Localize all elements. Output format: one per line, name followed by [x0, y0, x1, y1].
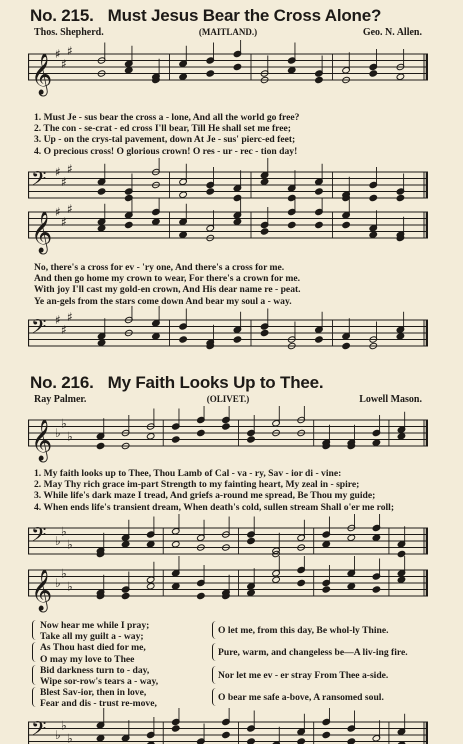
stanza-line: Bid darkness turn to - day, — [40, 664, 150, 676]
sharp-icon: ♯ — [67, 309, 73, 324]
stanza-line: Take all my guilt a - way; — [40, 631, 144, 643]
note-head — [171, 436, 180, 443]
brace-mark — [32, 687, 38, 707]
note-head — [260, 228, 269, 235]
treble-staff-notation — [28, 556, 428, 618]
note-head — [121, 592, 130, 599]
verse-line: 1. Must Je - sus bear the cross a - lone, And all the world go free? — [34, 112, 300, 123]
note-head — [372, 586, 381, 593]
flat-icon: ♭ — [55, 426, 61, 440]
sharp-icon: ♯ — [55, 47, 61, 61]
stanza-closing-line: Nor let me ev - er stray From Thee a-side. — [218, 669, 389, 681]
note-head — [124, 221, 133, 228]
bass-clef-icon: 𝄢 — [31, 523, 47, 551]
sharp-icon: ♯ — [67, 201, 73, 216]
bass-staff-notation — [28, 708, 428, 744]
verse-line: 4. O precious cross! O glorious crown! O res - ur - rec - tion day! — [34, 145, 298, 157]
treble-clef-icon: 𝄞 — [31, 420, 53, 461]
bass-clef-icon: 𝄢 — [31, 167, 47, 195]
note-head — [260, 329, 269, 336]
note-head — [315, 336, 324, 343]
stanza-closing-line: O bear me safe a-bove, A ransomed soul. — [218, 692, 384, 704]
note-head — [247, 537, 256, 544]
note-head — [222, 423, 231, 430]
sharp-icon: ♯ — [55, 313, 61, 327]
brace-mark — [32, 620, 38, 640]
note-head — [372, 439, 381, 446]
brace-mark — [32, 642, 38, 662]
note-head — [260, 178, 269, 185]
verse-line: 4. When ends life's transient dream, When death's cold, sullen stream Shall o'er me roll; — [34, 501, 395, 513]
note-head — [396, 73, 405, 80]
hymn-215-treble-staff-2 — [28, 198, 428, 264]
verse-line: 2. The con - se-crat - ed cross I'll bear, Till He shall set me free; — [34, 123, 291, 135]
treble-staff-notation — [28, 198, 428, 264]
stanza — [40, 642, 428, 664]
note-head — [247, 589, 256, 596]
bass-clef-icon: 𝄢 — [31, 717, 47, 744]
flat-icon: ♭ — [67, 429, 73, 444]
note-head — [233, 218, 242, 225]
hymn-215-verse-lines-1 — [34, 112, 428, 157]
treble-staff-notation — [28, 40, 428, 110]
note-head — [96, 735, 105, 742]
note-head — [97, 188, 106, 195]
note-head — [247, 738, 256, 744]
note-head — [197, 592, 206, 599]
stanza-closing-line: Pure, warm, and changeless be—A liv-ing fire. — [218, 647, 408, 659]
verse-line: No, there's a cross for ev - 'ry one, And there's a cross for me. — [34, 262, 285, 273]
note-head — [206, 188, 215, 195]
note-head — [247, 436, 256, 443]
note-head — [233, 336, 242, 343]
hymn-216-composer: Lowell Mason. — [359, 394, 422, 405]
note-head — [96, 442, 105, 449]
note-head — [347, 738, 356, 744]
note-head — [97, 225, 106, 232]
stanza-opening-lines — [40, 642, 212, 664]
stanza — [40, 687, 428, 709]
bass-clef-icon: 𝄢 — [31, 315, 47, 343]
treble-clef-icon: 𝄞 — [31, 212, 53, 253]
note-head — [397, 576, 406, 583]
hymn-216-verse-lines-1 — [34, 468, 428, 513]
note-head — [152, 333, 161, 340]
stanza-line: Now hear me while I pray; — [40, 620, 150, 631]
note-head — [347, 583, 356, 590]
note-head — [342, 342, 351, 349]
note-head — [287, 67, 296, 74]
note-head — [369, 231, 378, 238]
stanza-line: Blest Sav-ior, then in love, — [40, 687, 147, 699]
note-head — [97, 339, 106, 346]
note-head — [315, 76, 324, 83]
sharp-icon: ♯ — [61, 56, 67, 71]
note-head — [152, 218, 161, 225]
hymn-216-stanzas — [40, 620, 428, 710]
stanza-opening-lines — [40, 665, 212, 687]
hymn-216-number: No. 216. — [30, 373, 94, 392]
note-head — [297, 579, 306, 586]
note-head — [347, 534, 356, 541]
note-head — [146, 541, 155, 548]
sharp-icon: ♯ — [61, 174, 67, 189]
treble-staff-notation — [28, 406, 428, 468]
note-head — [222, 731, 231, 738]
note-head — [146, 583, 155, 590]
note-head — [206, 70, 215, 77]
hymn-216-treble-staff-1 — [28, 406, 428, 468]
verse-line: 1. My faith looks up to Thee, Thou Lamb of Cal - va - ry, Sav - ior di - vine: — [34, 468, 342, 479]
note-head — [124, 67, 133, 74]
flat-icon: ♭ — [67, 579, 73, 594]
note-head — [397, 433, 406, 440]
hymn-216-author: Ray Palmer. — [34, 394, 87, 405]
sharp-icon: ♯ — [55, 205, 61, 219]
note-head — [322, 731, 331, 738]
hymn-215-author: Thos. Shepherd. — [34, 27, 104, 38]
sharp-icon: ♯ — [61, 214, 67, 229]
hymn-215-bass-staff-2 — [28, 306, 428, 366]
hymn-215-tune: (MAITLAND.) — [198, 27, 258, 37]
stanza-line: Wipe sor-row's tears a - way, — [40, 675, 159, 687]
verse-line: 2. May Thy rich grace im-part Strength to my fainting heart, My zeal in - spire; — [34, 479, 360, 491]
stanza-line: O may my love to Thee — [40, 653, 135, 665]
note-head — [179, 336, 188, 343]
flat-icon: ♭ — [61, 524, 67, 539]
flat-icon: ♭ — [67, 537, 73, 552]
hymn-216-treble-staff-2 — [28, 556, 428, 618]
note-head — [287, 221, 296, 228]
treble-clef-icon: 𝄞 — [31, 570, 53, 611]
hymn-215-composer: Geo. N. Allen. — [362, 27, 422, 38]
hymn-216-title: My Faith Looks Up to Thee. — [107, 373, 324, 392]
note-head — [121, 541, 130, 548]
note-head — [171, 583, 180, 590]
note-head — [315, 221, 324, 228]
note-head — [322, 541, 331, 548]
sharp-icon: ♯ — [55, 165, 61, 179]
note-head — [369, 70, 378, 77]
verse-line: With joy I'll cast my gold-en crown, And His dear name re - peat. — [34, 284, 301, 296]
flat-icon: ♭ — [55, 576, 61, 590]
verse-line: And then go home my crown to wear, For there's a crown for me. — [34, 273, 301, 285]
bass-staff-notation — [28, 306, 428, 366]
sharp-icon: ♯ — [67, 43, 73, 58]
flat-icon: ♭ — [55, 728, 61, 742]
flat-icon: ♭ — [55, 534, 61, 548]
stanza-line: As Thou hast died for me, — [40, 642, 146, 654]
sharp-icon: ♯ — [67, 161, 73, 176]
flat-icon: ♭ — [67, 731, 73, 744]
verse-line: 3. Up - on the crys-tal pavement, down At Je - sus' pierc-ed feet; — [34, 134, 296, 146]
note-head — [171, 725, 180, 732]
stanza — [40, 665, 428, 687]
hymn-215-verse-lines-2 — [34, 262, 428, 307]
note-head — [197, 429, 206, 436]
flat-icon: ♭ — [61, 416, 67, 431]
note-head — [179, 231, 188, 238]
hymn-215-title: Must Jesus Bear the Cross Alone? — [107, 6, 382, 25]
note-head — [315, 188, 324, 195]
note-head — [272, 576, 281, 583]
stanza — [40, 620, 428, 642]
brace-mark — [32, 665, 38, 685]
hymn-215-treble-staff-1 — [28, 40, 428, 110]
note-head — [342, 221, 351, 228]
note-head — [146, 433, 155, 440]
flat-icon: ♭ — [61, 566, 67, 581]
stanza-opening-lines — [40, 620, 212, 642]
note-head — [171, 541, 180, 548]
note-head — [322, 586, 331, 593]
stanza-opening-lines — [40, 687, 212, 709]
note-head — [396, 333, 405, 340]
treble-clef-icon: 𝄞 — [31, 54, 53, 95]
hymn-215-number: No. 215. — [30, 6, 94, 25]
hymn-216-bass-staff-2 — [28, 708, 428, 744]
sharp-icon: ♯ — [61, 322, 67, 337]
note-head — [233, 63, 242, 70]
hymn-216-tune: (OLIVET.) — [206, 394, 250, 404]
flat-icon: ♭ — [61, 718, 67, 733]
stanza-closing-line: O let me, from this day, Be whol-ly Thine. — [218, 625, 389, 636]
note-head — [372, 534, 381, 541]
note-head — [179, 73, 188, 80]
note-head — [297, 738, 306, 744]
verse-line: 3. While life's dark maze I tread, And griefs a-round me spread, Be Thou my guide; — [34, 490, 376, 502]
hymn-215-heading — [30, 6, 381, 26]
stanza-line: Fear and dis - trust re-move, — [40, 698, 157, 710]
hymn-216-heading — [30, 373, 323, 393]
verse-line: Ye an-gels from the stars come down And bear my soul a - way. — [34, 295, 292, 307]
